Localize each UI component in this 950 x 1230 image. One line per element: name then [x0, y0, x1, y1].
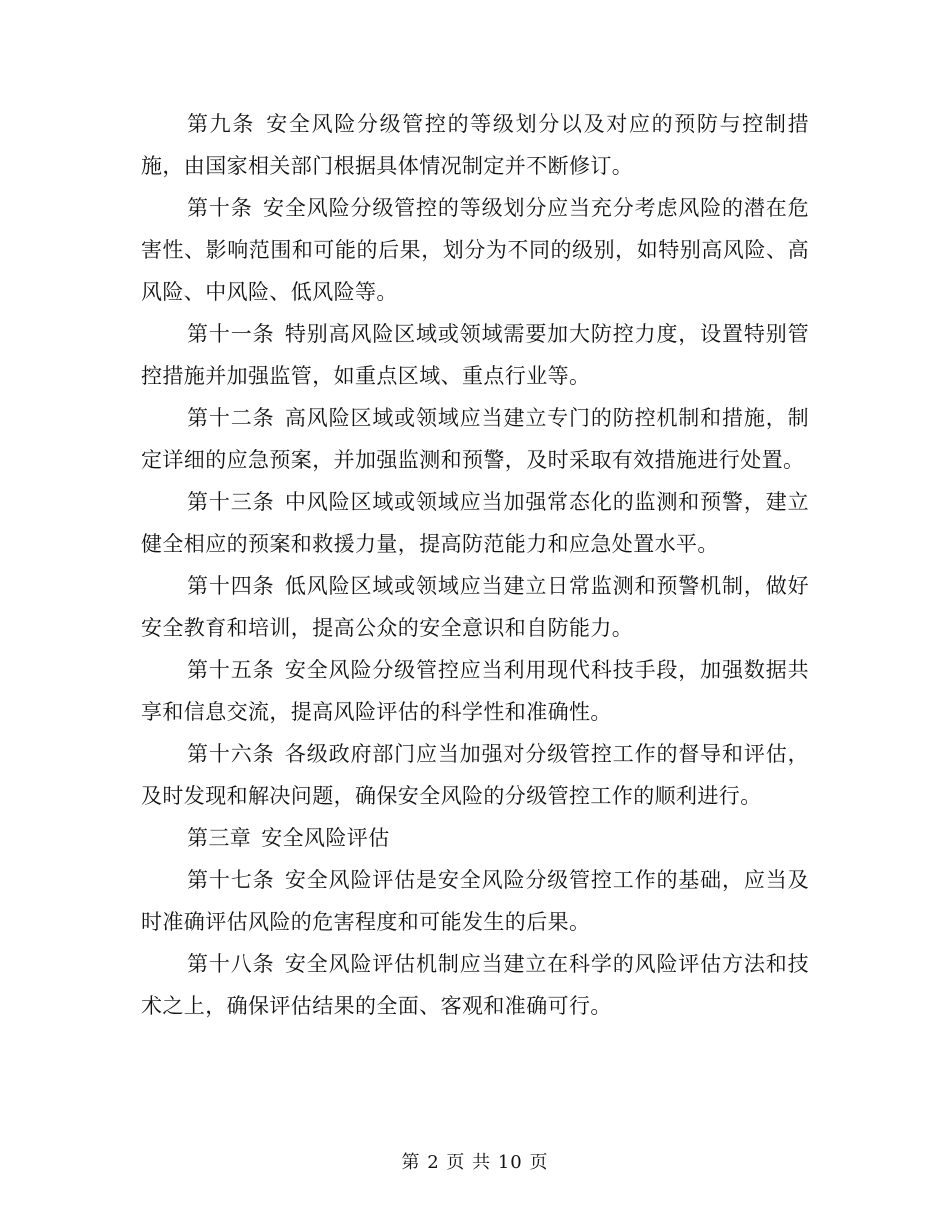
article-heading: 第十一条	[187, 322, 275, 346]
article-14	[141, 565, 809, 649]
article-text: 特别高风险区域或领域需要加大防控力度，设置特别管控措施并加强监管，如重点区域、重点行业等。	[141, 322, 809, 388]
article-text: 高风险区域或领域应当建立专门的防控机制和措施，制定详细的应急预案，并加强监测和预警，及时采取有效措施进行处置。	[141, 406, 809, 472]
article-text: 安全风险评估是安全风险分级管控工作的基础，应当及时准确评估风险的危害程度和可能发生的后果。	[141, 868, 809, 934]
chapter-3-heading	[141, 817, 809, 859]
article-text: 低风险区域或领域应当建立日常监测和预警机制，做好安全教育和培训，提高公众的安全意识和自防能力。	[141, 574, 809, 640]
article-10	[141, 187, 809, 313]
article-11	[141, 313, 809, 397]
article-heading: 第十四条	[187, 574, 275, 598]
chapter-title: 安全风险评估	[261, 826, 390, 850]
article-18	[141, 943, 809, 1027]
article-heading: 第十六条	[187, 742, 275, 766]
article-heading: 第九条	[187, 112, 255, 136]
article-text: 中风险区域或领域应当加强常态化的监测和预警，建立健全相应的预案和救援力量，提高防范能力和应急处置水平。	[141, 490, 809, 556]
article-text: 各级政府部门应当加强对分级管控工作的督导和评估，及时发现和解决问题，确保安全风险的分级管控工作的顺利进行。	[141, 742, 809, 808]
article-15	[141, 649, 809, 733]
article-text: 安全风险分级管控应当利用现代科技手段，加强数据共享和信息交流，提高风险评估的科学性和准确性。	[141, 658, 809, 724]
article-text: 安全风险评估机制应当建立在科学的风险评估方法和技术之上，确保评估结果的全面、客观和准确可行。	[141, 952, 809, 1018]
page-number-footer: 第 2 页 共 10 页	[401, 1152, 549, 1173]
article-text: 安全风险分级管控的等级划分以及对应的预防与控制措施，由国家相关部门根据具体情况制定并不断修订。	[141, 112, 809, 178]
article-heading: 第十七条	[187, 868, 275, 892]
article-16	[141, 733, 809, 817]
article-12	[141, 397, 809, 481]
article-17	[141, 859, 809, 943]
article-heading: 第十二条	[187, 406, 275, 430]
article-heading: 第十八条	[187, 952, 275, 976]
article-13	[141, 481, 809, 565]
article-text: 安全风险分级管控的等级划分应当充分考虑风险的潜在危害性、影响范围和可能的后果，划分为不同的级别，如特别高风险、高风险、中风险、低风险等。	[141, 196, 810, 304]
article-heading: 第十五条	[187, 658, 275, 682]
article-heading: 第十三条	[187, 490, 275, 514]
document-body	[141, 103, 809, 1027]
chapter-number: 第三章	[187, 826, 252, 850]
article-heading: 第十条	[187, 196, 253, 220]
article-9	[141, 103, 809, 187]
